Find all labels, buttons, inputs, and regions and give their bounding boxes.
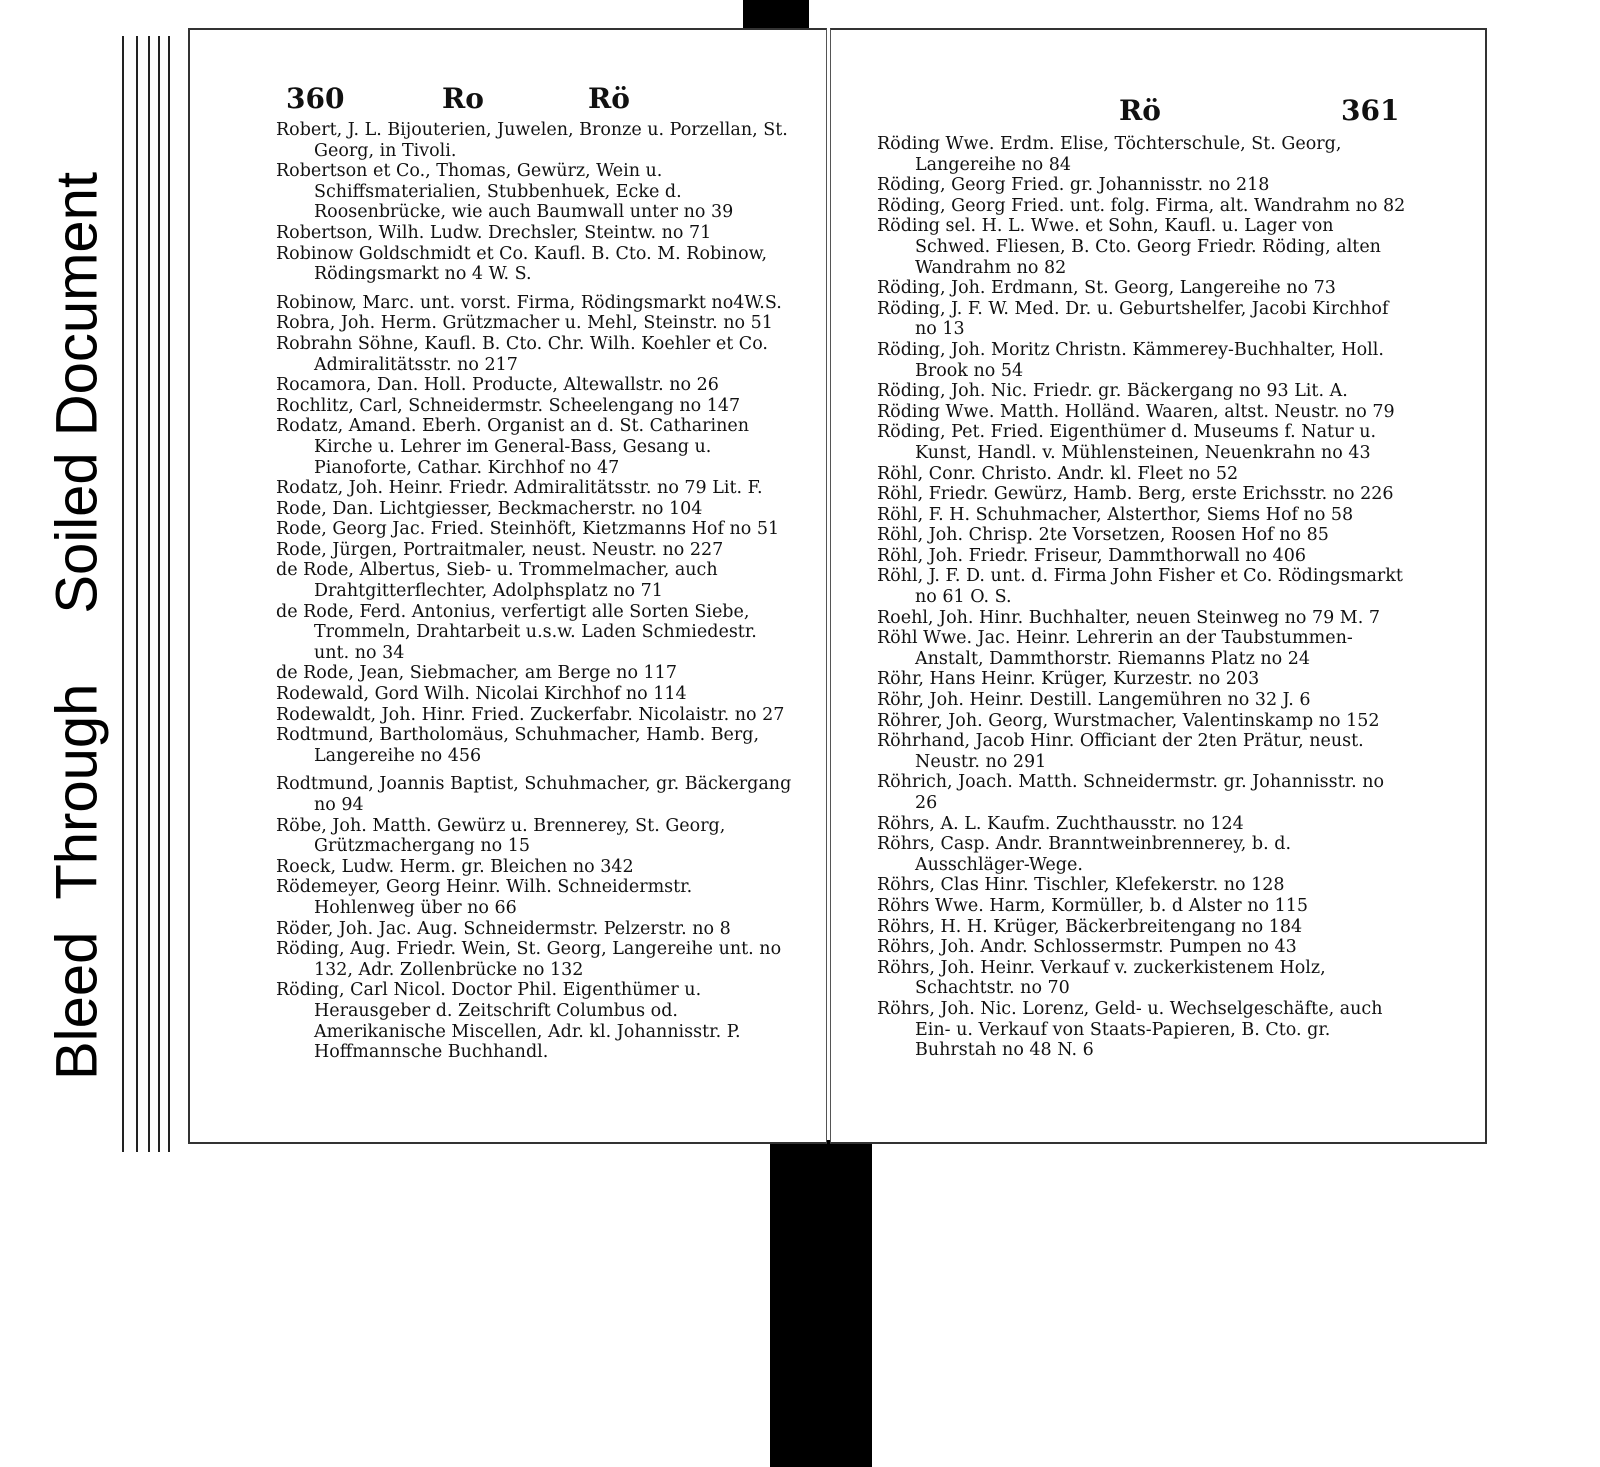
- side-label-soiled-document: Soiled Document: [44, 171, 110, 614]
- directory-entry: Röhrs, Clas Hinr. Tischler, Klefekerstr. no 128: [877, 875, 1285, 896]
- directory-entry: Röhrs, Joh. Heinr. Verkauf v. zuckerkistenem Holz, Schachtstr. no 70: [877, 957, 1326, 999]
- directory-entry: de Rode, Albertus, Sieb- u. Trommelmacher, auch Drahtgitterflechter, Adolphsplatz no 71: [276, 560, 718, 602]
- binding-strip-bottom: [770, 1140, 872, 1467]
- directory-entry: Rochlitz, Carl, Schneidermstr. Scheelengang no 147: [276, 395, 741, 416]
- directory-entry: Röhl, F. H. Schuhmacher, Alsterthor, Siems Hof no 58: [877, 504, 1354, 525]
- left-page-number: 360: [286, 82, 345, 115]
- directory-entry: Robertson et Co., Thomas, Gewürz, Wein u. Schiffsmaterialien, Stubbenhuek, Ecke d. Roosenbrücke, wie auch Baumwall unter no 39: [276, 161, 734, 223]
- directory-entry: Röhl, Conr. Christo. Andr. kl. Fleet no 52: [877, 463, 1239, 484]
- left-page: [188, 28, 827, 1144]
- directory-entry: Rödemeyer, Georg Heinr. Wilh. Schneidermstr. Hohlenweg über no 66: [276, 877, 693, 918]
- right-entries-list: [877, 134, 1407, 1061]
- directory-entry: Robinow, Marc. unt. vorst. Firma, Rödingsmarkt no4W.S.: [276, 292, 782, 313]
- directory-entry: Röhrer, Joh. Georg, Wurstmacher, Valentinskamp no 152: [877, 710, 1380, 731]
- directory-entry: Röhrs, H. H. Krüger, Bäckerbreitengang no 184: [877, 916, 1303, 937]
- directory-entry: Röhl, Joh. Friedr. Friseur, Dammthorwall no 406: [877, 545, 1306, 566]
- directory-entry: Röding sel. H. L. Wwe. et Sohn, Kaufl. u. Lager von Schwed. Fliesen, B. Cto. Georg Friedr. Röding, alten Wandrahm no 82: [877, 216, 1381, 278]
- directory-entry: Rodatz, Joh. Heinr. Friedr. Admiralitätsstr. no 79 Lit. F.: [276, 478, 763, 499]
- directory-entry: Roehl, Joh. Hinr. Buchhalter, neuen Steinweg no 79 M. 7: [877, 607, 1380, 628]
- directory-entry: Röding, Aug. Friedr. Wein, St. Georg, Langereihe unt. no 132, Adr. Zollenbrücke no 132: [276, 939, 782, 980]
- directory-entry: Röhr, Joh. Heinr. Destill. Langemühren no 32 J. 6: [877, 690, 1311, 711]
- directory-entry: Röding Wwe. Erdm. Elise, Töchterschule, St. Georg, Langereihe no 84: [877, 134, 1342, 175]
- directory-entry: Robrahn Söhne, Kaufl. B. Cto. Chr. Wilh. Koehler et Co. Admiralitätsstr. no 217: [276, 333, 768, 375]
- directory-entry: Röhrich, Joach. Matth. Schneidermstr. gr. Johannisstr. no 26: [877, 772, 1385, 813]
- directory-entry: Rodatz, Amand. Eberh. Organist an d. St. Catharinen Kirche u. Lehrer im General-Bass, Gesang u. Pianoforte, Cathar. Kirchhof no 47: [276, 416, 750, 478]
- directory-entry: Röhl Wwe. Jac. Heinr. Lehrerin an der Taubstummen-Anstalt, Dammthorstr. Riemanns Platz no 24: [877, 628, 1353, 669]
- directory-entry: Röhrhand, Jacob Hinr. Officiant der 2ten Prätur, neust. Neustr. no 291: [877, 731, 1364, 772]
- directory-entry: de Rode, Ferd. Antonius, verfertigt alle Sorten Siebe, Trommeln, Drahtarbeit u.s.w. Laden Schmiedestr. unt. no 34: [276, 601, 757, 663]
- directory-entry: Röhl, J. F. D. unt. d. Firma John Fisher et Co. Rödingsmarkt no 61 O. S.: [877, 566, 1403, 608]
- directory-entry: Robinow Goldschmidt et Co. Kaufl. B. Cto. M. Robinow, Rödingsmarkt no 4 W. S.: [276, 243, 768, 285]
- directory-entry: Röhrs, Joh. Nic. Lorenz, Geld- u. Wechselgeschäfte, auch Ein- u. Verkauf von Staats-Papieren, B. Cto. gr. Buhrstah no 48 N. 6: [877, 998, 1383, 1061]
- directory-entry: Robert, J. L. Bijouterien, Juwelen, Bronze u. Porzellan, St. Georg, in Tivoli.: [276, 120, 788, 161]
- directory-entry: Röding Wwe. Matth. Holländ. Waaren, altst. Neustr. no 79: [877, 401, 1395, 422]
- right-page-number: 361: [1341, 94, 1400, 127]
- directory-entry: Röhrs, A. L. Kaufm. Zuchthausstr. no 124: [877, 813, 1244, 834]
- right-page: [830, 28, 1487, 1144]
- directory-entry: Rodtmund, Joannis Baptist, Schuhmacher, gr. Bäckergang no 94: [276, 774, 792, 815]
- directory-entry: Rode, Dan. Lichtgiesser, Beckmacherstr. no 104: [276, 498, 703, 519]
- directory-entry: Röbe, Joh. Matth. Gewürz u. Brennerey, St. Georg, Grützmachergang no 15: [276, 815, 726, 857]
- directory-entry: Röhrs, Casp. Andr. Branntweinbrennerey, b. d. Ausschläger-Wege.: [877, 834, 1292, 875]
- directory-entry: Rocamora, Dan. Holl. Producte, Altewallstr. no 26: [276, 375, 719, 396]
- right-running-header: Rö: [1119, 94, 1161, 127]
- directory-entry: Röding, J. F. W. Med. Dr. u. Geburtshelfer, Jacobi Kirchhof no 13: [877, 298, 1389, 340]
- directory-entry: Robertson, Wilh. Ludw. Drechsler, Steintw. no 71: [276, 222, 712, 243]
- directory-entry: Roeck, Ludw. Herm. gr. Bleichen no 342: [276, 856, 634, 877]
- directory-entry: de Rode, Jean, Siebmacher, am Berge no 117: [276, 663, 677, 684]
- side-label-word-through: Through: [44, 683, 110, 900]
- directory-entry: Röding, Joh. Nic. Friedr. gr. Bäckergang no 93 Lit. A.: [877, 381, 1348, 402]
- directory-entry: Röhl, Friedr. Gewürz, Hamb. Berg, erste Erichsstr. no 226: [877, 484, 1394, 505]
- left-entries-list: [276, 120, 796, 1063]
- directory-entry: Röding, Joh. Erdmann, St. Georg, Langereihe no 73: [877, 278, 1336, 299]
- directory-entry: Röhrs, Joh. Andr. Schlossermstr. Pumpen no 43: [877, 937, 1297, 958]
- directory-entry: Röding, Georg Fried. unt. folg. Firma, alt. Wandrahm no 82: [877, 195, 1406, 216]
- directory-entry: Rode, Georg Jac. Fried. Steinhöft, Kietzmanns Hof no 51: [276, 519, 780, 540]
- book-page-stack: [122, 36, 194, 1152]
- directory-entry: Röding, Joh. Moritz Christn. Kämmerey-Buchhalter, Holl. Brook no 54: [877, 339, 1384, 381]
- archival-side-label: [42, 60, 112, 1080]
- directory-entry: Röder, Joh. Jac. Aug. Schneidermstr. Pelzerstr. no 8: [276, 918, 731, 939]
- directory-entry: Röding, Pet. Fried. Eigenthümer d. Museums f. Natur u. Kunst, Handl. v. Mühlensteinen, Neuenkrahn no 43: [877, 422, 1377, 463]
- side-label-word-bleed: Bleed: [44, 931, 110, 1080]
- directory-entry: Röhrs Wwe. Harm, Kormüller, b. d Alster no 115: [877, 895, 1309, 916]
- directory-entry: Rode, Jürgen, Portraitmaler, neust. Neustr. no 227: [276, 539, 724, 560]
- binding-strip-top: [743, 0, 809, 30]
- left-running-header-start: Ro: [442, 82, 484, 115]
- directory-entry: Röding, Carl Nicol. Doctor Phil. Eigenthümer u. Herausgeber d. Zeitschrift Columbus od. Amerikanische Miscellen, Adr. kl. Johannisstr. P. Hoffmannsche Buchhandl.: [276, 980, 741, 1063]
- directory-entry: Röhl, Joh. Chrisp. 2te Vorsetzen, Roosen Hof no 85: [877, 525, 1329, 546]
- directory-entry: Rodewald, Gord Wilh. Nicolai Kirchhof no 114: [276, 684, 687, 705]
- directory-entry: Röhr, Hans Heinr. Krüger, Kurzestr. no 203: [877, 669, 1260, 690]
- directory-entry: Röding, Georg Fried. gr. Johannisstr. no 218: [877, 175, 1270, 196]
- directory-entry: Robra, Joh. Herm. Grützmacher u. Mehl, Steinstr. no 51: [276, 313, 773, 334]
- left-running-header-end: Rö: [588, 82, 630, 115]
- directory-entry: Rodewaldt, Joh. Hinr. Fried. Zuckerfabr. Nicolaistr. no 27: [276, 704, 785, 725]
- directory-entry: Rodtmund, Bartholomäus, Schuhmacher, Hamb. Berg, Langereihe no 456: [276, 725, 760, 766]
